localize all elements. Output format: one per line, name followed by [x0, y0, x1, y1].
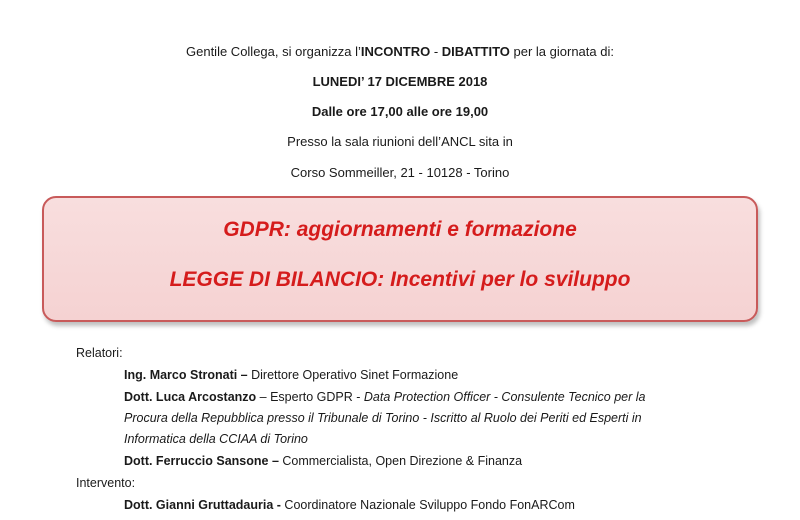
speaker-name: Dott. Gianni Gruttadauria -	[124, 498, 281, 512]
event-time	[0, 104, 800, 119]
invitation-dash: -	[430, 44, 442, 59]
speaker-sansone	[124, 454, 522, 468]
speaker-role-detail-2: Procura della Repubblica presso il Tribunale di Torino - Iscritto al Ruolo dei Periti ed Esperti in	[124, 411, 642, 425]
speaker-role-detail: Data Protection Officer - Consulente Tecnico per la	[363, 390, 646, 404]
topic-legge-bilancio: LEGGE DI BILANCIO: Incentivi per lo sviluppo	[169, 268, 631, 291]
invitation-dibattito: DIBATTITO	[441, 44, 510, 59]
invitation-text-post: per la giornata di:	[509, 44, 614, 59]
topics-box	[42, 196, 758, 322]
invitation-line	[0, 44, 800, 59]
speaker-role: Commercialista, Open Direzione & Finanza	[278, 454, 523, 468]
event-date	[0, 74, 800, 89]
speaker-gruttadauria	[124, 498, 575, 512]
event-time-text: Dalle ore 17,00 alle ore 19,00	[311, 104, 489, 119]
event-date-text: LUNEDI’ 17 DICEMBRE 2018	[312, 74, 488, 89]
event-venue: Presso la sala riunioni dell’ANCL sita in	[287, 134, 513, 149]
topic-gdpr: GDPR: aggiornamenti e formazione	[223, 218, 577, 241]
speaker-stronati	[124, 368, 458, 382]
invitation-text-pre: Gentile Collega, si organizza l’	[186, 44, 361, 59]
speaker-role-detail-3: Informatica della CCIAA di Torino	[124, 432, 308, 446]
event-address: Corso Sommeiller, 21 - 10128 - Torino	[290, 165, 510, 180]
speaker-name: Dott. Ferruccio Sansone –	[124, 454, 279, 468]
invitation-incontro: INCONTRO	[360, 44, 431, 59]
speaker-role: – Esperto GDPR -	[256, 390, 364, 404]
speaker-role: Direttore Operativo Sinet Formazione	[247, 368, 459, 382]
intervention-label: Intervento:	[76, 476, 136, 490]
speaker-name: Dott. Luca Arcostanzo	[124, 390, 257, 404]
speaker-name: Ing. Marco Stronati –	[124, 368, 248, 382]
speakers-label: Relatori:	[76, 346, 123, 360]
speaker-arcostanzo	[124, 390, 646, 404]
speaker-role: Coordinatore Nazionale Sviluppo Fondo FonARCom	[280, 498, 575, 512]
